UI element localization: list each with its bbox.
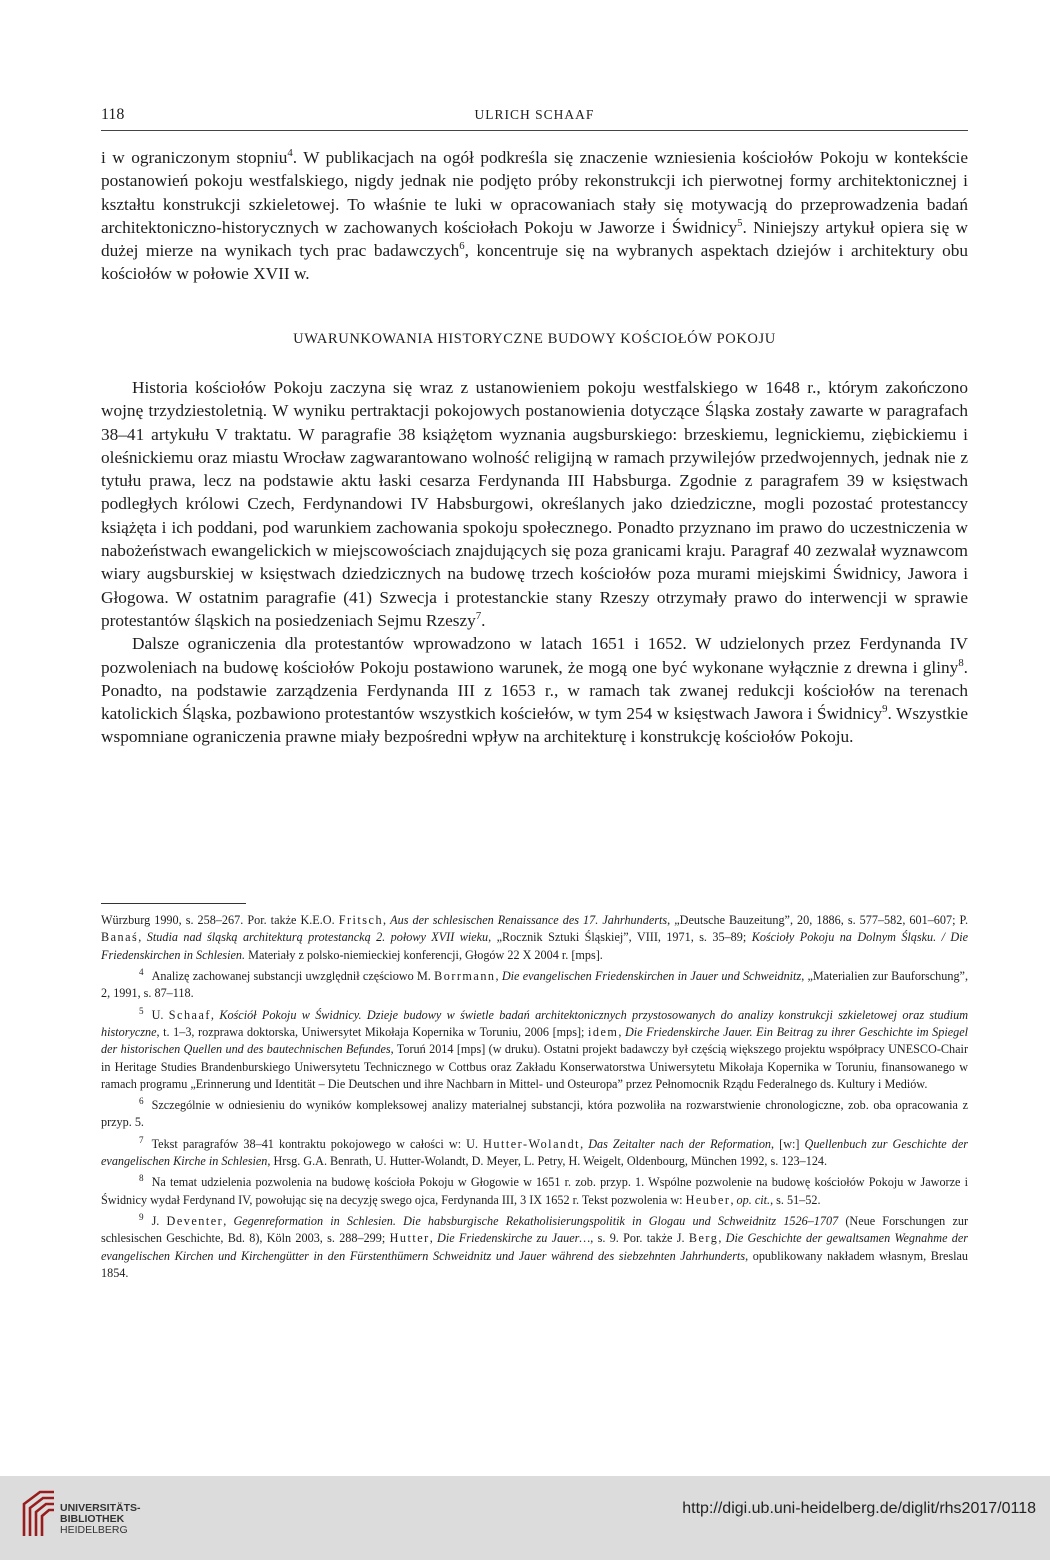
section-p1-end: . xyxy=(481,610,486,630)
intro-text-1: i w ograniczonym stopniu xyxy=(101,148,288,167)
footnote-9: $^9$ J. Deventer, Gegenreformation in Schlesien. Die habsburgische Rekatholisierungspolitik in Glogau und Schweidnitz 1526–1707 (Neue Forschungen zur schlesischen Geschichte, Bd. 8), Köln 2003, s. 288–299; Hutter, Die Friedenskirche zu Jauer…, s. 9. Por. także J. Berg, Die Geschichte der gewaltsamen Wegnahme der evangelischen Kirchen und Kirchengütter in den Fürstenthümern Schweidnitz und Jauer während des siebzehnten Jahrhunderts, opublikowany nakładem własnym, Breslau 1854. xyxy=(101,1212,969,1281)
footnote-ref-7[interactable]: 7 xyxy=(475,610,482,623)
fn-text: , s. 51–52. xyxy=(770,1192,821,1207)
fn-title: Die Friedenskirche Jauer. Ein Beitrag zu ihrer Geschichte im Spiegel der historischen Quellen und des bautechnischen Befundes xyxy=(101,1024,969,1057)
footnote-4: $^4$ Analizę zachowanej substancji uwzględnił częściowo M. Borrmann, Die evangelischen Friedenskirchen in Jauer und Schweidnitz, „Materialien zur Bauforschung”, 2, 1991, s. 87–118. xyxy=(101,966,968,1001)
fn-text: , Hrsg. G.A. Benrath, U. Hutter-Wolandt, D. Meyer, L. Petry, H. Weigelt, Oldenbourg, München 1992, s. 123–124. xyxy=(267,1154,828,1169)
fn-text: U. xyxy=(151,1007,169,1022)
footnote-number: 4 xyxy=(139,966,144,977)
intro-paragraph xyxy=(101,146,968,286)
section-p2-text-b: . Ponadto, na podstawie zarządzenia Ferdynanda III z 1653 r., w ramach tak zwanej redukcji kościołów na terenach katolickich Śląska, pozbawiono protestantów wszystkich kościełów, w tym 254 w księstwach Jawora i Świdnicy xyxy=(101,657,968,724)
fn-text: Analizę zachowanej substancji uwzględnił częściowo M. xyxy=(151,968,435,983)
fn-title: Die Geschichte der gewaltsamen Wegnahme der evangelischen Kirchen und Kirchengütter in den Fürstenthümern Schweidnitz und Jauer während des siebzehnten Jahrhunderts xyxy=(101,1231,969,1263)
fn-text: , s. 9. Por. także J. xyxy=(590,1231,689,1246)
footnotes xyxy=(101,912,968,1282)
library-name xyxy=(60,1503,141,1536)
footnote-ref-5[interactable]: 5 xyxy=(737,217,743,230)
fn-title: Studia nad śląską architekturą protestancką 2. połowy XVII wieku xyxy=(146,930,489,945)
fn-title: Das Zeitalter nach der Reformation xyxy=(588,1136,772,1151)
fn-text: Na temat udzielenia pozwolenia na budowę kościoła Pokoju w Głogowie w 1651 r. zob. przyp. 1. Wspólne pozwolenie na budowę kościołów Pokoju w Jaworze i Świdnicy wydał Ferdynand IV, powołując się na decyzję swego ojca, Ferdynanda III, 3 IX 1652 r. Tekst pozwolenia w: xyxy=(101,1175,968,1207)
intro-text-4: , koncentruje się na wybranych aspektach dziejów i architektury obu kościołów w połowie XVII w. xyxy=(101,241,968,284)
university-library-logo-icon[interactable] xyxy=(18,1488,58,1540)
fn-title: Quellenbuch zur Geschichte der evangelischen Kirche in Schlesien xyxy=(101,1136,969,1169)
source-url-link[interactable]: http://digi.ub.uni-heidelberg.de/diglit/rhs2017/0118 xyxy=(682,1500,1036,1517)
footnote-8: $^8$ Na temat udzielenia pozwolenia na budowę kościoła Pokoju w Głogowie w 1651 r. zob. przyp. 1. Wspólne pozwolenie na budowę kościołów Pokoju w Jaworze i Świdnicy wydał Ferdynand IV, powołując się na decyzję swego ojca, Ferdynanda III, 3 IX 1652 r. Tekst pozwolenia w: Heuber, op. cit., s. 51–52. xyxy=(101,1173,968,1207)
footnote-number: 8 xyxy=(139,1173,144,1184)
fn-text: , [w:] xyxy=(771,1136,805,1151)
fn-text: Tekst paragrafów 38–41 kontraktu pokojowego w całości w: U. xyxy=(151,1136,484,1151)
fn-author: Borrmann xyxy=(434,968,496,983)
fn-title: Die Friedenskirche zu Jauer… xyxy=(437,1231,591,1246)
section-p2-text-c: . Wszystkie wspomniane ograniczenia prawne miały bezpośredni wpływ na architekturę i konstrukcję kościołów Pokoju. xyxy=(101,704,968,747)
fn-text: , t. 1–3, rozprawa doktorska, Uniwersytet Mikołaja Kopernika w Toruniu, 2006 [mps]; xyxy=(156,1024,588,1039)
fn-text: J. xyxy=(151,1214,167,1229)
fn-text: , opublikowany nakładem własnym, Breslau 1854. xyxy=(101,1248,968,1281)
footnote-number: 5 xyxy=(139,1005,144,1016)
fn-text: Szczególnie w odniesieniu do wyników kompleksowej analizy materialnej substancji, która pozwoliła na rozwarstwienie chronologiczne, zob. oba opracowania z przyp. 5. xyxy=(101,1098,968,1130)
section-paragraph-1 xyxy=(101,376,968,632)
fn-author: Banaś xyxy=(101,930,139,945)
fn-text: (Neue Forschungen zur schlesischen Geschichte, Bd. 8), Köln 2003, s. 288–299; xyxy=(101,1214,969,1246)
fn-text: , Toruń 2014 [mps] (w druku). Ostatni projekt badawczy był częścią większego projektu współpracy UNESCO-Chair in Heritage Studies Brandenburskiego Uniwersytetu Technicznego w Cottbus oraz Zakładu Konserwatorstwa Uniwersytetu Mikołaja Kopernika w Toruniu, finansowanego w ramach programu „Erinnerung und Identität – Die Deutschen und ihre Nachbarn in Mittel- und Osteuropa” przez Pełnomocnik Rządu Federalnego ds. Kultury i Mediów. xyxy=(101,1042,968,1091)
footnote-5: $^5$ U. Schaaf, Kościół Pokoju w Świdnicy. Dzieje budowy w świetle badań architektonicznych przystosowanych do analizy konstrukcji szkieletowej oraz studium historyczne, t. 1–3, rozprawa doktorska, Uniwersytet Mikołaja Kopernika w Toruniu, 2006 [mps]; idem, Die Friedenskirche Jauer. Ein Beitrag zu ihrer Geschichte im Spiegel der historischen Quellen und des bautechnischen Befundes, Toruń 2014 [mps] (w druku). Ostatni projekt badawczy był częścią większego projektu współpracy UNESCO-Chair in Heritage Studies Brandenburskiego Uniwersytetu Technicznego w Cottbus oraz Zakładu Konserwatorstwa Uniwersytetu Mikołaja Kopernika w Toruniu, finansowanego w ramach programu „Erinnerung und Identität – Die Deutschen und ihre Nachbarn in Mittel- und Osteuropa” przez Pełnomocnik Rządu Federalnego ds. Kultury i Mediów. xyxy=(101,1005,969,1091)
fn-author: Fritsch xyxy=(338,913,384,927)
fn-text: , „Rocznik Sztuki Śląskiej”, VIII, 1971, s. 35–89; xyxy=(488,930,752,945)
fn-author: Deventer xyxy=(166,1214,224,1229)
page-header xyxy=(101,104,968,131)
fn-title: Kościół Pokoju w Świdnicy. Dzieje budowy w świetle badań architektonicznych przystosowanych do analizy konstrukcji szkieletowej oraz studium historyczne xyxy=(101,1007,969,1039)
footnote-ref-4[interactable]: 4 xyxy=(287,147,293,160)
fn-text: Materiały z polsko-niemieckiej konferencji, Głogów 22 X 2004 r. [mps]. xyxy=(245,947,603,962)
fn-author: Berg xyxy=(688,1231,719,1246)
fn-text: Würzburg 1990, s. 258–267. Por. także K.E.O. xyxy=(101,913,339,927)
footnote-number: 7 xyxy=(139,1134,144,1145)
library-name-line-2: BIBLIOTHEK xyxy=(60,1513,125,1525)
section-p2-text-a: Dalsze ograniczenia dla protestantów wprowadzono w latach 1651 i 1652. W udzielonych przez Ferdynanda IV pozwoleniach na budowę kościołów Pokoju postawiono warunek, że mogą one być wykonane wyłącznie z drewna i gliny xyxy=(101,634,968,677)
footnote-continuation: Würzburg 1990, s. 258–267. Por. także K.E.O. Fritsch, Aus der schlesischen Renaissance des 17. Jahrhunderts, „Deutsche Bauzeitung”, 20, 1886, s. 577–582, 601–607; P. Banaś, Studia nad śląską architekturą protestancką 2. połowy XVII wieku, „Rocznik Sztuki Śląskiej”, VIII, 1971, s. 35–89; Kościoły Pokoju na Dolnym Śląsku. / Die Friedenskirchen in Schlesien. Materiały z polsko-niemieckiej konferencji, Głogów 22 X 2004 r. [mps]. xyxy=(101,913,969,962)
section-heading: UWARUNKOWANIA HISTORYCZNE BUDOWY KOŚCIOŁÓW POKOJU xyxy=(293,331,776,347)
fn-title: Kościoły Pokoju na Dolnym Śląsku. / Die Friedenskirchen in Schlesien. xyxy=(101,930,969,962)
fn-author: idem xyxy=(587,1024,619,1039)
page-number: 118 xyxy=(101,106,125,123)
footnote-ref-9[interactable]: 9 xyxy=(882,703,888,716)
footnote-number: 6 xyxy=(139,1096,144,1107)
running-title: ULRICH SCHAAF xyxy=(474,107,595,122)
fn-text: , „Materialien zur Bauforschung”, 2, 1991, s. 87–118. xyxy=(101,968,968,1001)
fn-title: Die evangelischen Friedenskirchen in Jauer und Schweidnitz xyxy=(501,968,802,983)
fn-text: , „Deutsche Bauzeitung”, 20, 1886, s. 577–582, 601–607; P. xyxy=(667,913,968,927)
library-name-line-3: HEIDELBERG xyxy=(60,1524,128,1536)
footnote-7: $^7$ Tekst paragrafów 38–41 kontraktu pokojowego w całości w: U. Hutter-Wolandt, Das Zeitalter nach der Reformation, [w:] Quellenbuch zur Geschichte der evangelischen Kirche in Schlesien, Hrsg. G.A. Benrath, U. Hutter-Wolandt, D. Meyer, L. Petry, H. Weigelt, Oldenbourg, München 1992, s. 123–124. xyxy=(101,1134,969,1169)
footnote-6 xyxy=(101,1093,968,1132)
footnote-ref-6[interactable]: 6 xyxy=(459,240,465,253)
library-name-line-1: UNIVERSITÄTS- xyxy=(60,1502,141,1514)
section-body xyxy=(101,376,968,749)
section-p1-text: Historia kościołów Pokoju zaczyna się wraz z ustanowieniem pokoju westfalskiego w 1648 r., którym zakończono wojnę trzydziestoletnią. W wyniku pertraktacji pokojowych postanowienia dotyczące Śląska zostały zawarte w paragrafach 38–41 artykułu V traktatu. W paragrafie 38 książętom wyznania augsburskiego: brzeskiemu, legnickiemu, ziębickiemu i oleśnickiemu oraz miastu Wrocław zagwarantowano wolność religijną w ramach przywilejów przedwojennych, jednak nie z tytułu prawa, lecz na podstawie aktu łaski cesarza Ferdynanda III Habsburga. Zgodnie z paragrafem 39 w księstwach podległych królowi Czech, Ferdynandowi IV Habsburgowi, określanych jako dziedziczne, mogli pozostać protestanccy książęta i ich poddani, pod warunkiem zachowania spokoju społecznego. Ponadto przyznano im prawo do uczestniczenia w nabożeństwach ewangelickich w miejscowościach znajdujących się poza granicami kraju. Paragraf 40 zezwalał wyznawcom wiary augsburskiej w księstwach dziedzicznych na budowę trzech kościołów poza murami miejskimi Świdnicy, Jawora i Głogowa. W ostatnim paragrafie (41) Szwecja i protestanckie stany Rzeszy otrzymały prawo do interwencji w sprawie protestantów śląskich na posiedzeniach Sejmu Rzeszy xyxy=(101,378,968,630)
fn-author: Schaaf xyxy=(168,1007,211,1022)
digitization-footer xyxy=(0,1476,1050,1560)
intro-text-2: . W publikacjach na ogół podkreśla się znaczenie wzniesienia kościołów Pokoju w kontekście postanowień pokoju westfalskiego, nigdy jednak nie podjęto próby rekonstrukcji ich pierwotnej formy architektonicznej i kształtu konstrukcji szkieletowej. To właśnie te luki w opracowaniach stały się motywacją do przeprowadzenia badań architektoniczno-historycznych w zachowanych kościołach Pokoju w Jaworze i Świdnicy xyxy=(101,148,968,237)
fn-title: op. cit. xyxy=(736,1192,771,1207)
fn-title: Gegenreformation in Schlesien. Die habsburgische Rekatholisierungspolitik in Glogau und Schweidnitz 1526–1707 xyxy=(233,1214,839,1229)
footnote-separator xyxy=(101,903,246,904)
fn-author: Heuber xyxy=(685,1192,731,1207)
fn-title: Aus der schlesischen Renaissance des 17. Jahrhunderts xyxy=(390,913,668,927)
fn-author: Hutter-Wolandt xyxy=(483,1136,581,1151)
fn-author: Hutter xyxy=(389,1231,430,1246)
footnote-number: 9 xyxy=(139,1212,144,1223)
intro-text-3: . Niniejszy artykuł opiera się w dużej mierze na wynikach tych prac badawczych xyxy=(101,217,968,261)
section-paragraph-2 xyxy=(101,632,968,748)
footnote-ref-8[interactable]: 8 xyxy=(958,656,964,669)
